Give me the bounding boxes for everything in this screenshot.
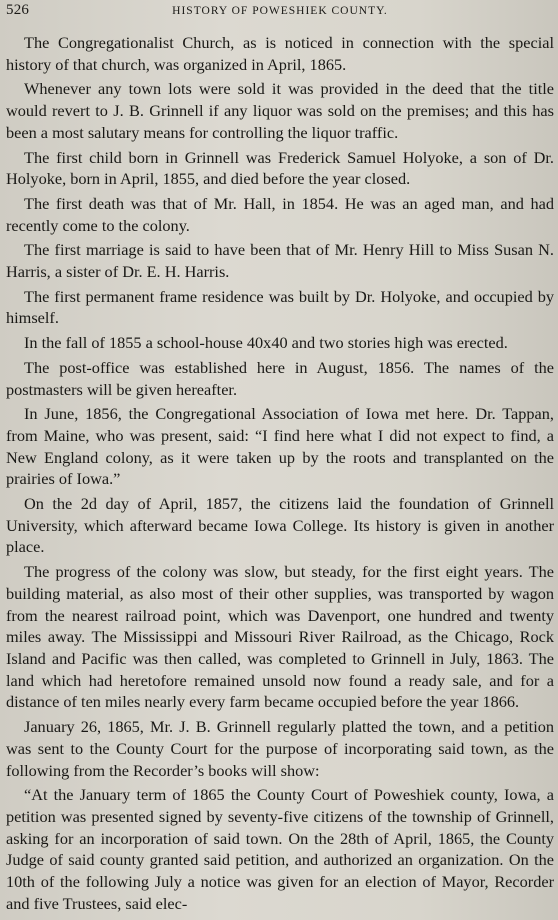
body-text bbox=[6, 32, 554, 914]
paragraph: The first death was that of Mr. Hall, in 1854. He was an aged man, and had recently come to the colony. bbox=[6, 193, 554, 235]
paragraph: The first permanent frame residence was built by Dr. Holyoke, and occupied by himself. bbox=[6, 286, 554, 328]
paragraph: On the 2d day of April, 1857, the citizens laid the foundation of Grinnell University, which afterward became Iowa College. Its history is given in another place. bbox=[6, 494, 554, 557]
paragraph: In the fall of 1855 a school-house 40x40 and two stories high was erected. bbox=[24, 333, 508, 353]
paragraph: The progress of the colony was slow, but steady, for the first eight years. The building material, as also most of their other supplies, was transported by wagon from the nearest railroad point, which was Davenport, one hundred and twenty miles away. The Mississippi and Missouri River Railroad, as the Chicago, Rock Island and Pacific was then called, was completed to Grinnell in July, 1863. The land which had heretofore remained unsold now found a ready sale, and for a distance of ten miles nearly every farm became occupied before the year 1866. bbox=[6, 562, 554, 712]
paragraph: “At the January term of 1865 the County Court of Poweshiek county, Iowa, a petition was presented signed by seventy-five citizens of the township of Grinnell, asking for an incorporation of said town. On the 28th of April, 1865, the County Judge of said county granted said petition, and authorized an organization. On the 10th of the following July a notice was given for an election of Mayor, Recorder and five Trustees, said elec- bbox=[6, 785, 554, 913]
paragraph: The first marriage is said to have been that of Mr. Henry Hill to Miss Susan N. Harris, a sister of Dr. E. H. Harris. bbox=[6, 240, 554, 282]
page-number: 526 bbox=[6, 2, 30, 18]
paragraph: The Congregationalist Church, as is noticed in connection with the special history of that church, was organized in April, 1865. bbox=[6, 33, 554, 74]
paragraph: Whenever any town lots were sold it was provided in the deed that the title would revert to J. B. Grinnell if any liquor was sold on the premises; and this has been a most salutary means for controlling the liquor traffic. bbox=[6, 79, 554, 142]
running-head: HISTORY OF POWESHIEK COUNTY. bbox=[172, 5, 388, 17]
paragraph: In June, 1856, the Congregational Association of Iowa met here. Dr. Tappan, from Maine, who was present, said: “I find here what I did not expect to find, a New England colony, as it were taken up by the roots and transplanted on the prairies of Iowa.” bbox=[6, 404, 554, 489]
paragraph: The first child born in Grinnell was Frederick Samuel Holyoke, a son of Dr. Holyoke, born in April, 1855, and died before the year closed. bbox=[6, 147, 554, 189]
page-header bbox=[6, 2, 554, 28]
paragraph: January 26, 1865, Mr. J. B. Grinnell regularly platted the town, and a petition was sent to the County Court for the purpose of incorporating said town, as the following from the Recorder’s books will show: bbox=[6, 717, 554, 780]
paragraph: The post-office was established here in August, 1856. The names of the postmasters will be given hereafter. bbox=[6, 357, 554, 399]
